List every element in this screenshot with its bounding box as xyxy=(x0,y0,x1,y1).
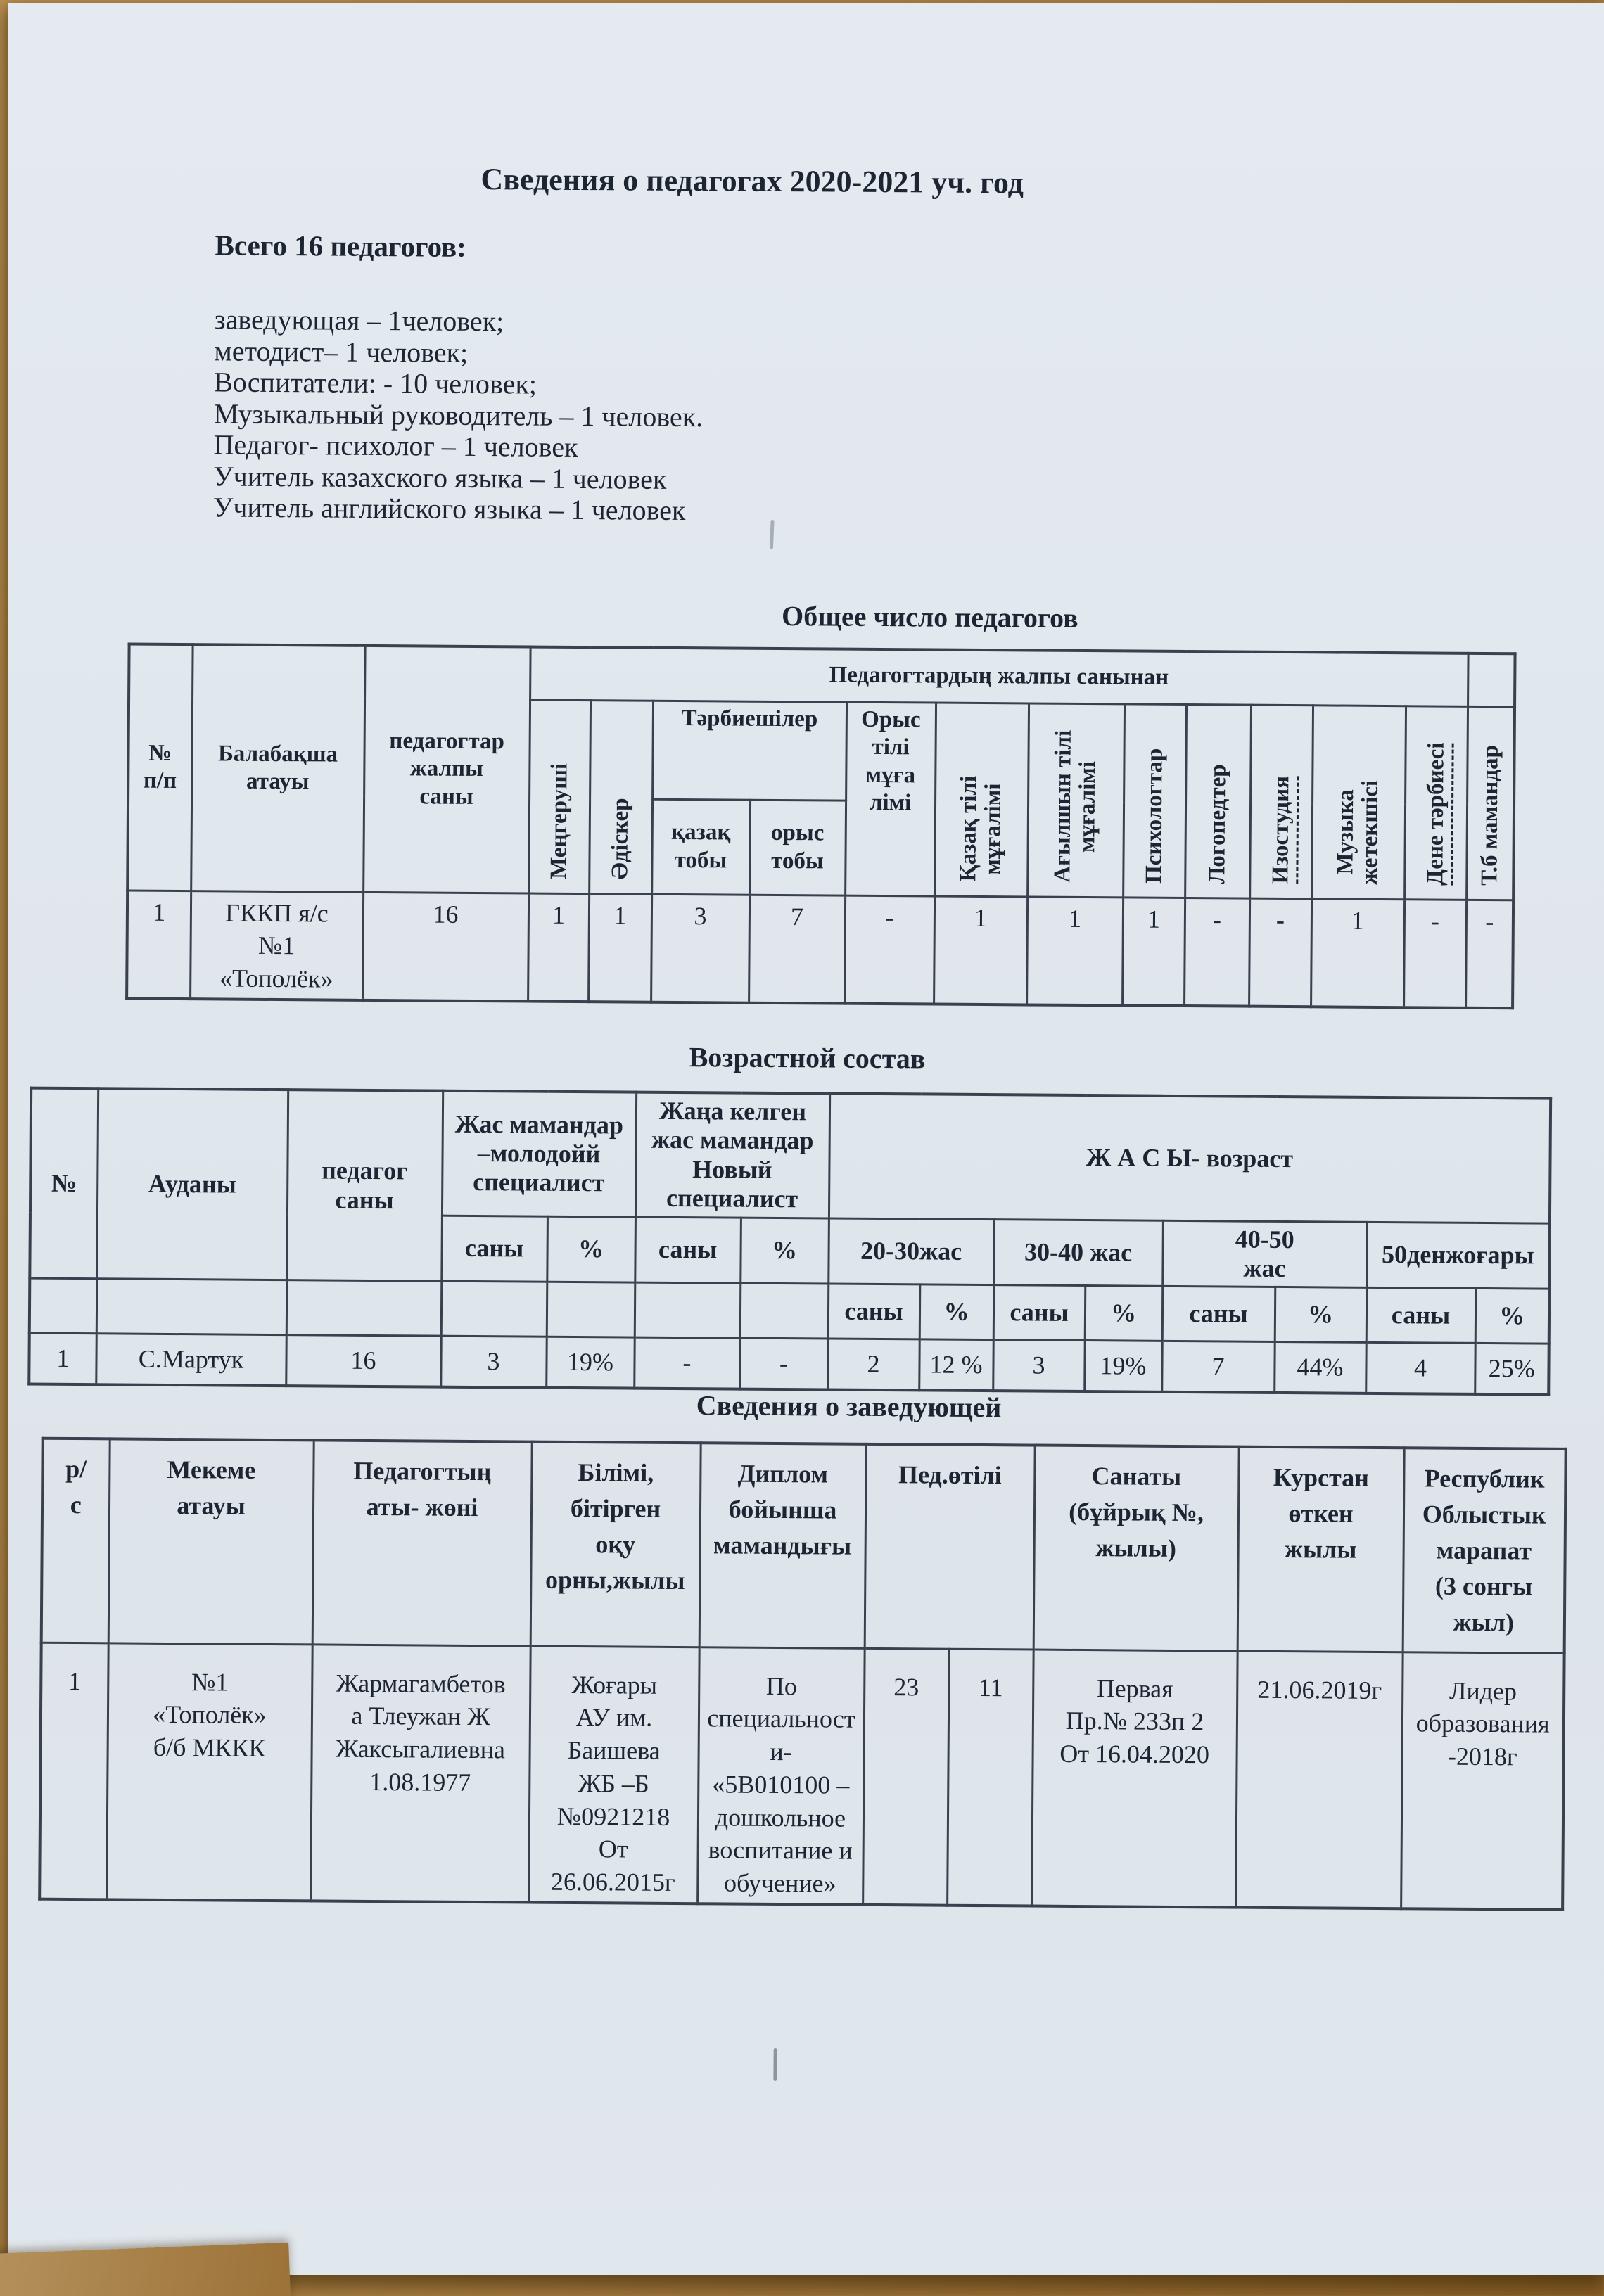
t1-cell: 1 xyxy=(528,893,589,1002)
t2-header-percent: % xyxy=(919,1284,994,1340)
t1-cell: - xyxy=(1184,898,1249,1007)
t2-cell: 19% xyxy=(1084,1341,1162,1392)
t1-header-pe-label: Дене тәрбиесі xyxy=(1422,742,1449,886)
t1-group-header: Педагогтардың жалпы санынан xyxy=(530,647,1468,706)
intro-list xyxy=(213,304,704,526)
t2-empty-cell xyxy=(441,1282,547,1337)
table-age-composition xyxy=(27,1087,1552,1396)
t1-header-other-specialists xyxy=(1466,706,1515,900)
t1-header-manager xyxy=(528,700,590,894)
t1-cell: - xyxy=(844,895,934,1005)
t2-header-age-group: Ж А С Ы- возраст xyxy=(829,1094,1551,1223)
t3-cell: 1 xyxy=(39,1643,108,1900)
t3-header-institution: Мекеме атауы xyxy=(108,1439,314,1644)
t3-header-category: Санаты (бұйрық №, жылы) xyxy=(1033,1446,1239,1651)
t1-cell: - xyxy=(1249,898,1311,1007)
table-teacher-counts xyxy=(125,643,1517,1010)
t2-empty-cell xyxy=(30,1278,97,1334)
ink-speck xyxy=(773,2048,777,2081)
t3-cell: Первая Пр.№ 233п 2 От 16.04.2020 xyxy=(1031,1650,1237,1908)
table2-title: Возрастной состав xyxy=(689,1041,926,1075)
intro-line: Педагог- психолог – 1 человек xyxy=(213,428,578,463)
t2-cell: 44% xyxy=(1274,1342,1366,1393)
t1-header-psychologists-label: Психологтар xyxy=(1140,748,1168,884)
t2-empty-cell xyxy=(96,1279,287,1335)
t2-header-age-40-50: 40-50 жас xyxy=(1162,1220,1367,1288)
t1-header-english-lang-teacher xyxy=(1027,703,1124,897)
t1-header-manager-label: Меңгеруші xyxy=(545,763,573,879)
t1-data-row xyxy=(127,891,1513,1009)
t3-cell: Лидер образования -2018г xyxy=(1401,1652,1565,1910)
intro-heading: Всего 16 педагогов: xyxy=(215,229,467,263)
t2-header-count: саны xyxy=(635,1217,741,1284)
t2-header-teacher-count: педагог саны xyxy=(286,1090,443,1281)
t2-cell: 4 xyxy=(1366,1343,1475,1394)
t3-header-experience: Пед.өтілі xyxy=(865,1444,1035,1650)
t2-cell: 3 xyxy=(993,1340,1084,1391)
t2-header-new-specialists: Жаңа келген жас мамандар Новый специалист xyxy=(635,1092,829,1218)
t2-header-count: саны xyxy=(1366,1288,1476,1344)
t3-cell: 21.06.2019г xyxy=(1235,1651,1403,1909)
t1-header-empty-cell xyxy=(1468,653,1515,706)
t1-cell: ГККП я/с №1 «Тополёк» xyxy=(190,891,363,1000)
t2-cell: 25% xyxy=(1475,1344,1549,1395)
t3-cell: 23 xyxy=(863,1648,949,1906)
t1-cell: 1 xyxy=(1122,897,1185,1006)
t3-header-teacher-name: Педагогтың аты- жөні xyxy=(312,1440,532,1645)
t1-header-kazakh-lang-label: Қазақ тілі мұғалімі xyxy=(955,776,1007,882)
t2-cell: - xyxy=(634,1337,739,1389)
t1-cell: 1 xyxy=(1311,898,1404,1007)
t3-cell: Жармагамбетов а Тлеужан Ж Жаксыгалиевна 1.08.1977 xyxy=(310,1644,530,1902)
t1-cell: 1 xyxy=(588,893,651,1002)
intro-line: заведующая – 1человек; xyxy=(214,303,504,338)
table1-title: Общее число педагогов xyxy=(781,600,1078,634)
t2-empty-cell xyxy=(286,1280,442,1337)
t1-header-physical-education xyxy=(1404,706,1468,900)
t1-cell: 16 xyxy=(362,892,528,1002)
t1-cell: 7 xyxy=(749,895,845,1004)
t1-cell: 1 xyxy=(934,896,1027,1005)
t2-cell: 2 xyxy=(827,1339,919,1390)
t1-header-russian-group: орыс тобы xyxy=(749,800,846,895)
t3-cell: По специальност и- «5В010100 – дошкольное воспитание и обучение» xyxy=(697,1647,865,1905)
t2-header-count: саны xyxy=(828,1284,920,1339)
t1-header-methodist xyxy=(589,700,653,894)
t1-header-art-studio xyxy=(1249,705,1313,899)
document-page xyxy=(8,3,1604,2275)
t2-header-percent: % xyxy=(547,1216,635,1283)
t2-header-count: саны xyxy=(1162,1287,1275,1342)
t3-data-row xyxy=(39,1643,1565,1910)
t1-header-educators: Тәрбиешілер xyxy=(652,701,846,801)
intro-line: Учитель казахского языка – 1 человек xyxy=(213,459,667,495)
t1-header-kindergarten-name: Балабақша атауы xyxy=(191,644,364,892)
t1-header-art-label: Изостудия xyxy=(1267,776,1294,885)
t1-cell: 1 xyxy=(1026,896,1123,1005)
t2-header-count: саны xyxy=(441,1216,547,1282)
t3-header-education: Білімі, бітірген оқу орны,жылы xyxy=(530,1442,701,1647)
t2-header-percent: % xyxy=(740,1218,829,1284)
t2-header-count: саны xyxy=(993,1285,1086,1341)
t2-header-percent: % xyxy=(1475,1289,1550,1344)
t1-cell: 1 xyxy=(127,891,191,1000)
t1-header-music-leader xyxy=(1311,705,1406,899)
t1-header-speech-therapists xyxy=(1185,704,1251,898)
t1-header-kazakh-lang-teacher xyxy=(934,703,1029,897)
t2-header-percent: % xyxy=(1085,1286,1163,1341)
t3-cell: 11 xyxy=(947,1649,1033,1906)
t1-header-other-label: Т.б мамандар xyxy=(1477,745,1503,886)
t3-cell: Жоғары АУ им. Баишева ЖБ –Б №0921218 От 26.06.2015г xyxy=(528,1646,699,1904)
t2-cell: С.Мартук xyxy=(96,1334,286,1386)
t1-header-speech-label: Логопедтер xyxy=(1204,764,1231,884)
t2-header-percent: % xyxy=(1275,1287,1367,1343)
t2-cell: 7 xyxy=(1161,1341,1274,1393)
t2-cell: 12 % xyxy=(919,1339,993,1391)
t2-header-age-30-40: 30-40 жас xyxy=(993,1219,1163,1286)
t2-cell: 3 xyxy=(440,1337,546,1388)
document-title: Сведения о педагогах 2020-2021 уч. год xyxy=(480,162,1024,200)
t2-header-young-specialists: Жас мамандар –молодойй специалист xyxy=(442,1091,636,1217)
t3-cell: №1 «Тополёк» б/б МККК xyxy=(106,1643,312,1901)
intro-line: Музыкальный руководитель – 1 человек. xyxy=(213,397,704,433)
intro-line: Воспитатели: - 10 человек; xyxy=(214,366,537,400)
t1-header-english-lang-label: Ағылшын тілі мұғалімі xyxy=(1050,729,1101,883)
t1-header-psychologists xyxy=(1123,703,1186,898)
t2-header-age-20-30: 20-30жас xyxy=(828,1218,994,1285)
intro-line: Учитель английского языка – 1 человек xyxy=(212,491,686,527)
intro-line: методист– 1 человек; xyxy=(214,334,469,369)
t2-empty-cell xyxy=(635,1282,741,1338)
page-content xyxy=(8,3,1604,2275)
t1-cell: - xyxy=(1404,899,1466,1008)
t2-cell: - xyxy=(739,1338,828,1389)
t1-header-number: № п/п xyxy=(127,644,192,891)
t2-cell: 19% xyxy=(546,1337,635,1389)
t2-header-age-50-plus: 50денжоғары xyxy=(1366,1222,1550,1289)
t3-header-diploma-specialty: Диплом бойынша мамандығы xyxy=(699,1443,866,1648)
t1-header-russian-lang-teacher: Орыс тілі мұға лімі xyxy=(845,702,936,896)
t1-cell: - xyxy=(1465,900,1513,1008)
t2-header-district: Ауданы xyxy=(96,1088,288,1280)
table3-title: Сведения о заведующей xyxy=(696,1389,1002,1424)
t1-header-music-label: Музыка жетекшісі xyxy=(1332,779,1384,885)
t3-header-course-year: Курстан өткен жылы xyxy=(1237,1447,1404,1652)
t1-cell: 3 xyxy=(651,894,749,1003)
t3-header-row-number: р/ с xyxy=(42,1439,110,1643)
t2-empty-cell xyxy=(547,1282,635,1338)
t2-header-number: № xyxy=(30,1088,98,1280)
ink-speck xyxy=(770,520,775,549)
t1-header-total-teachers: педагогтар жалпы саны xyxy=(363,646,530,893)
t2-cell: 1 xyxy=(29,1333,96,1384)
t1-header-methodist-label: Әдіскер xyxy=(607,798,634,880)
t2-empty-cell xyxy=(740,1283,829,1339)
t1-header-kazakh-group: қазақ тобы xyxy=(651,799,750,895)
table-head-of-kindergarten xyxy=(38,1437,1567,1911)
t2-cell: 16 xyxy=(286,1335,440,1387)
t3-header-awards: Республик Облыстык марапат (3 сонгы жыл) xyxy=(1403,1448,1566,1653)
